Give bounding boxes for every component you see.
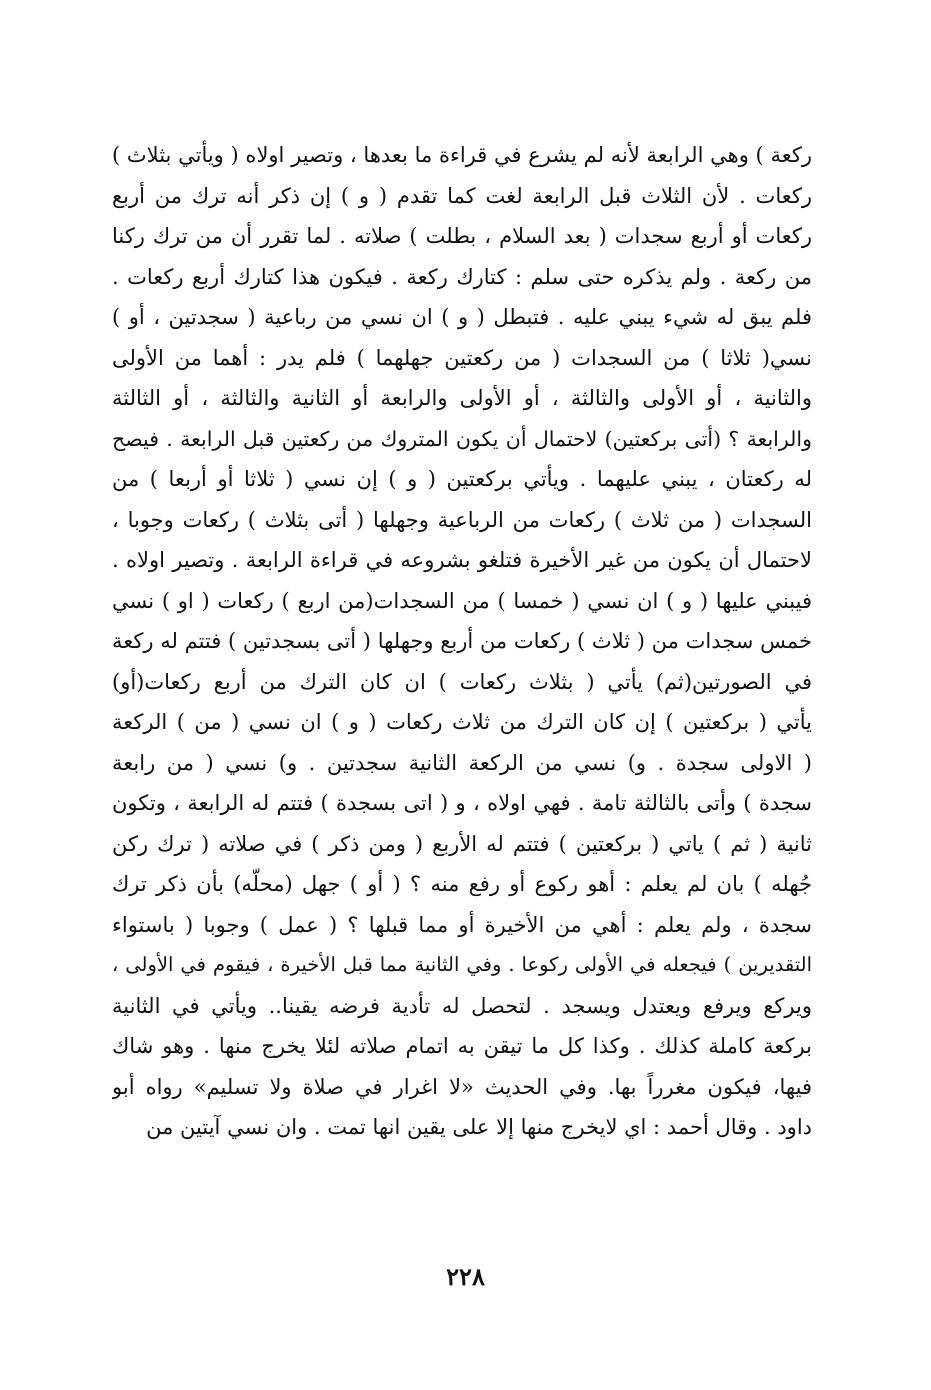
text-line: والرابعة ؟ (أتى بركعتين) لاحتمال أن يكون المتروك من ركعتين قبل الرابعة . فيصح xyxy=(112,426,812,451)
text-line: سجدة ) وأتى بالثالثة تامة . فهي اولاه ، و ( اتى بسجدة ) فتتم له الرابعة ، وتكون xyxy=(112,791,812,815)
text-line: فلم يبق له شيء يبني عليه . فتبطل ( و ) ان نسي من رباعية ( سجدتين ، أو ) xyxy=(112,305,812,329)
text-line: ركعات . لأن الثلاث قبل الرابعة لغت كما تقدم ( و ) إن ذكر أنه ترك من أربع xyxy=(112,183,812,208)
page-number: ٢٢٨ xyxy=(446,1262,485,1291)
text-line: السجدات ( من ثلاث ) ركعات من الرباعية وجهلها ( أتى بثلاث ) ركعات وجوبا ، xyxy=(112,507,812,532)
text-line: خمس سجدات من ( ثلاث ) ركعات من أربع وجهلها ( أتى بسجدتين ) فتتم له ركعة xyxy=(112,629,812,653)
text-line: ركعات أو أربع سجدات ( بعد السلام ، بطلت ) صلاته . لما تقرر أن من ترك ركنا xyxy=(112,224,812,248)
text-line: نسي( ثلاثا ) من السجدات ( من ركعتين جهلهما ) فلم يدر : أهما من الأولى xyxy=(112,345,812,370)
text-line: سجدة ، ولم يعلم : أهي من الأخيرة أو مما قبلها ؟ ( عمل ) وجوبا ( باستواء xyxy=(112,912,812,937)
text-line: التقديرين ) فيجعله في الأولى ركوعا . وفي الثانية مما قبل الأخيرة ، فيقوم في الأولى ، xyxy=(112,953,812,976)
text-line: ثانية ( ثم ) ياتي ( بركعتين ) فتتم له الأربع ( ومن ذكر ) في صلاته ( ترك ركن xyxy=(112,831,812,856)
text-line: يأتي ( بركعتين ) إن كان الترك من ثلاث ركعات ( و ) ان نسي ( من ) الركعة xyxy=(112,710,812,734)
text-line: فيها، فيكون مغرراً بها. وفي الحديث «لا اغرار في صلاة ولا تسليم» رواه أبو xyxy=(112,1074,812,1099)
text-line: بركعة كاملة كذلك . وكذا كل ما تيقن به اتمام صلاته لئلا يخرج منها . وهو شاك xyxy=(112,1034,812,1058)
text-line: ( الاولى سجدة . و) نسي من الركعة الثانية سجدتين . و) نسي ( من رابعة xyxy=(112,750,812,775)
text-line: داود . وقال أحمد : اي لايخرج منها إلا على يقين انها تمت . وان نسي آيتين من xyxy=(146,1115,812,1139)
text-line: جُهله ) بان لم يعلم : أهو ركوع أو رفع منه ؟ ( أو ) جهل (محلّه) بأن ذكر ترك xyxy=(112,872,812,896)
text-line: والثانية ، أو الأولى والثالثة ، أو الأولى والرابعة أو الثانية والثالثة ، أو الثالثة xyxy=(112,386,812,410)
text-line: لاحتمال أن يكون من غير الأخيرة فتلغو بشروعه في قراءة الرابعة . وتصير اولاه . xyxy=(112,548,812,572)
body-text xyxy=(112,135,812,1148)
text-line: له ركعتان ، يبني عليهما . ويأتي بركعتين ( و ) إن نسي ( ثلاثا أو أربعا ) من xyxy=(112,467,812,491)
text-line: فيبني عليها ( و ) ان نسي ( خمسا ) من السجدات(من اربع ) ركعات ( او ) نسي xyxy=(112,588,812,613)
text-line: ركعة ) وهي الرابعة لأنه لم يشرع في قراءة ما بعدها ، وتصير اولاه ( ويأتي بثلاث ) xyxy=(112,143,812,167)
text-line: ويركع ويرفع ويعتدل ويسجد . لتحصل له تأدية فرضه يقينا.. ويأتي في الثانية xyxy=(112,993,812,1018)
text-line: من ركعة . ولم يذكره حتى سلم : كتارك ركعة . فيكون هذا كتارك أربع ركعات . xyxy=(112,264,812,289)
text-line: في الصورتين(ثم) يأتي ( بثلاث ركعات ) ان كان الترك من أربع ركعات(أو) xyxy=(112,669,812,694)
